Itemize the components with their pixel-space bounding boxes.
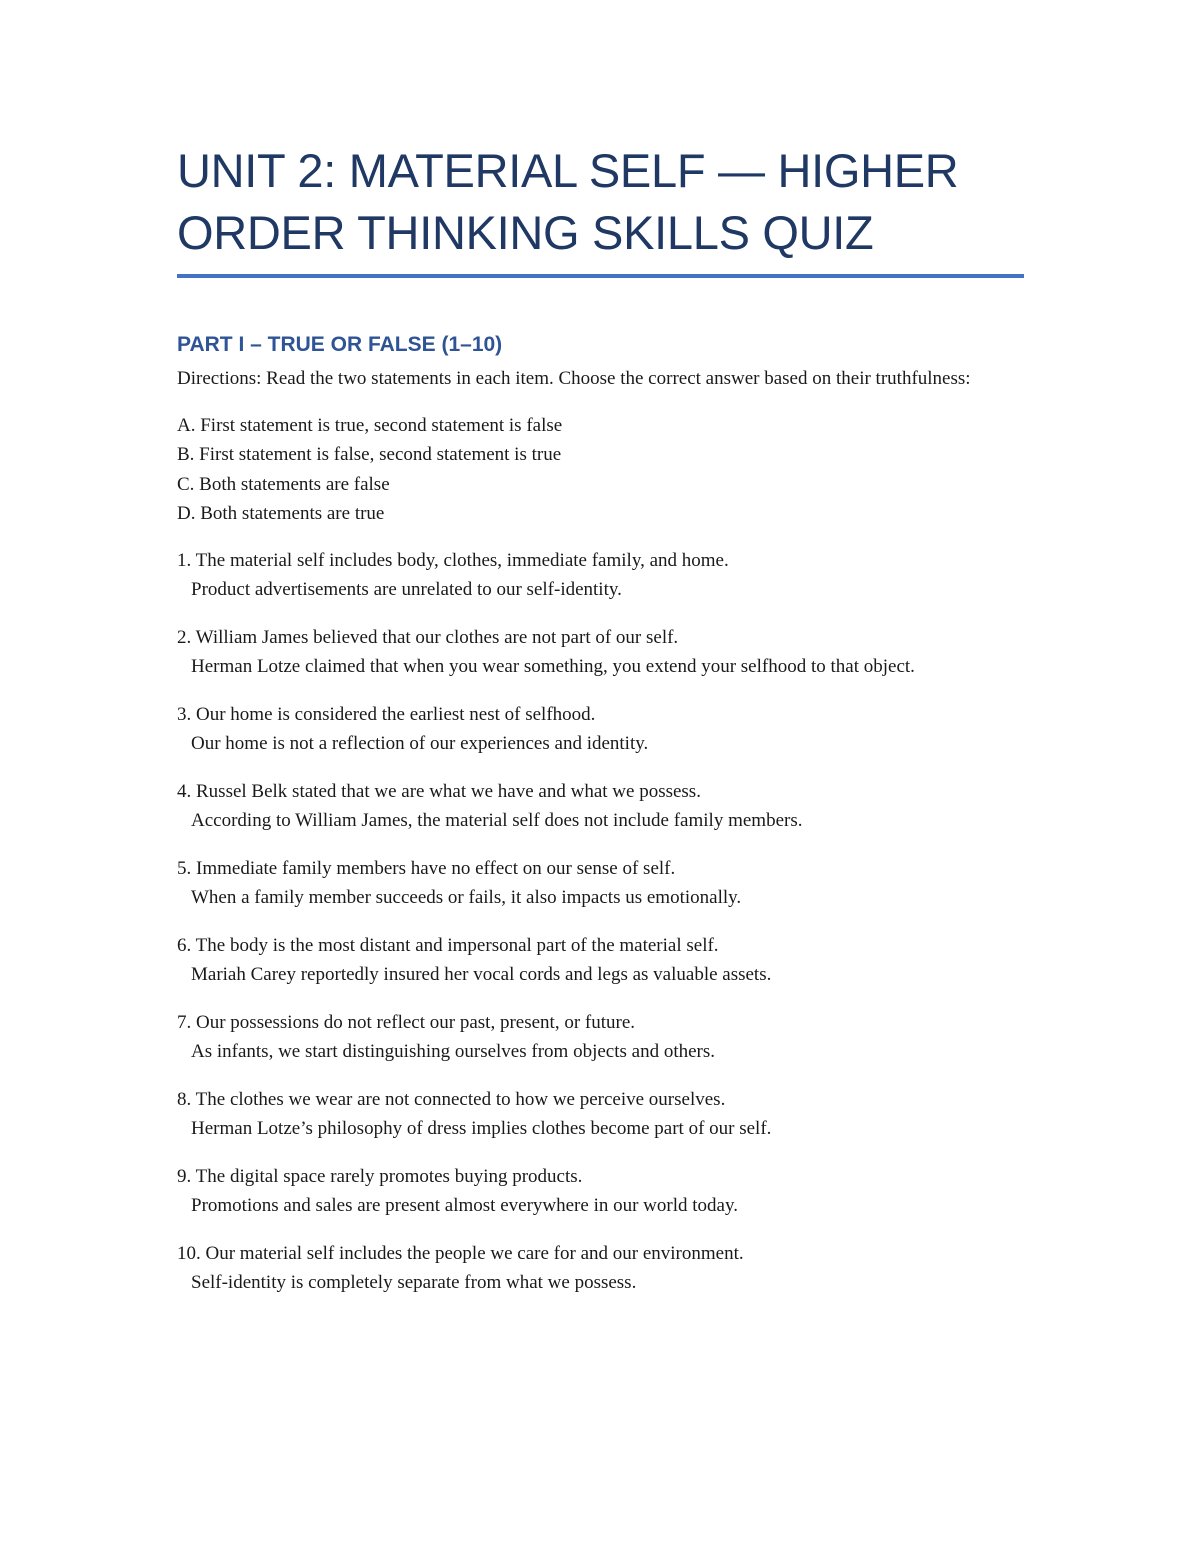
quiz-item-2 xyxy=(177,623,1024,682)
item-second-statement: Mariah Carey reportedly insured her vocal cords and legs as valuable assets. xyxy=(191,964,772,985)
item-second-statement: Promotions and sales are present almost everywhere in our world today. xyxy=(191,1195,738,1216)
quiz-item-5 xyxy=(177,854,1024,913)
quiz-item-7 xyxy=(177,1008,1024,1067)
item-second-statement: As infants, we start distinguishing ourselves from objects and others. xyxy=(191,1041,716,1062)
answer-option-a: A. First statement is true, second statement is false xyxy=(177,414,563,436)
quiz-items-list xyxy=(177,546,1024,1298)
quiz-item-9 xyxy=(177,1162,1024,1221)
answer-options-list xyxy=(177,411,1024,529)
part1-directions: Directions: Read the two statements in each item. Choose the correct answer based on their truthfulness: xyxy=(177,368,971,389)
item-second-statement: Herman Lotze’s philosophy of dress implies clothes become part of our self. xyxy=(191,1118,772,1139)
item-second-statement: Herman Lotze claimed that when you wear something, you extend your selfhood to that object. xyxy=(191,656,915,677)
document-title: UNIT 2: MATERIAL SELF — HIGHER ORDER THINKING SKILLS QUIZ xyxy=(177,144,959,259)
item-first-statement: 10. Our material self includes the people we care for and our environment. xyxy=(177,1242,744,1264)
title-underline-rule xyxy=(177,274,1024,278)
quiz-item-1 xyxy=(177,546,1024,605)
item-first-statement: 5. Immediate family members have no effect on our sense of self. xyxy=(177,857,676,879)
item-first-statement: 9. The digital space rarely promotes buying products. xyxy=(177,1165,583,1187)
item-first-statement: 7. Our possessions do not reflect our past, present, or future. xyxy=(177,1011,636,1033)
item-second-statement: When a family member succeeds or fails, it also impacts us emotionally. xyxy=(191,887,742,908)
item-second-statement: Our home is not a reflection of our experiences and identity. xyxy=(191,733,649,754)
quiz-item-3 xyxy=(177,700,1024,759)
item-first-statement: 2. William James believed that our clothes are not part of our self. xyxy=(177,626,679,648)
answer-option-c: C. Both statements are false xyxy=(177,473,390,495)
item-first-statement: 4. Russel Belk stated that we are what we have and what we possess. xyxy=(177,780,701,802)
item-second-statement: Product advertisements are unrelated to our self-identity. xyxy=(191,579,622,600)
quiz-item-4 xyxy=(177,777,1024,836)
item-first-statement: 1. The material self includes body, clothes, immediate family, and home. xyxy=(177,549,729,571)
part1-heading: PART I – TRUE OR FALSE (1–10) xyxy=(177,333,503,356)
item-first-statement: 8. The clothes we wear are not connected to how we perceive ourselves. xyxy=(177,1088,726,1110)
item-second-statement: According to William James, the material self does not include family members. xyxy=(191,810,803,831)
document-page xyxy=(177,140,1024,1316)
quiz-item-8 xyxy=(177,1085,1024,1144)
answer-option-b: B. First statement is false, second statement is true xyxy=(177,444,562,465)
answer-option-d: D. Both statements are true xyxy=(177,503,385,524)
item-first-statement: 3. Our home is considered the earliest nest of selfhood. xyxy=(177,703,596,725)
item-first-statement: 6. The body is the most distant and impersonal part of the material self. xyxy=(177,934,719,956)
quiz-item-6 xyxy=(177,931,1024,990)
item-second-statement: Self-identity is completely separate from what we possess. xyxy=(191,1272,637,1293)
quiz-item-10 xyxy=(177,1239,1024,1298)
